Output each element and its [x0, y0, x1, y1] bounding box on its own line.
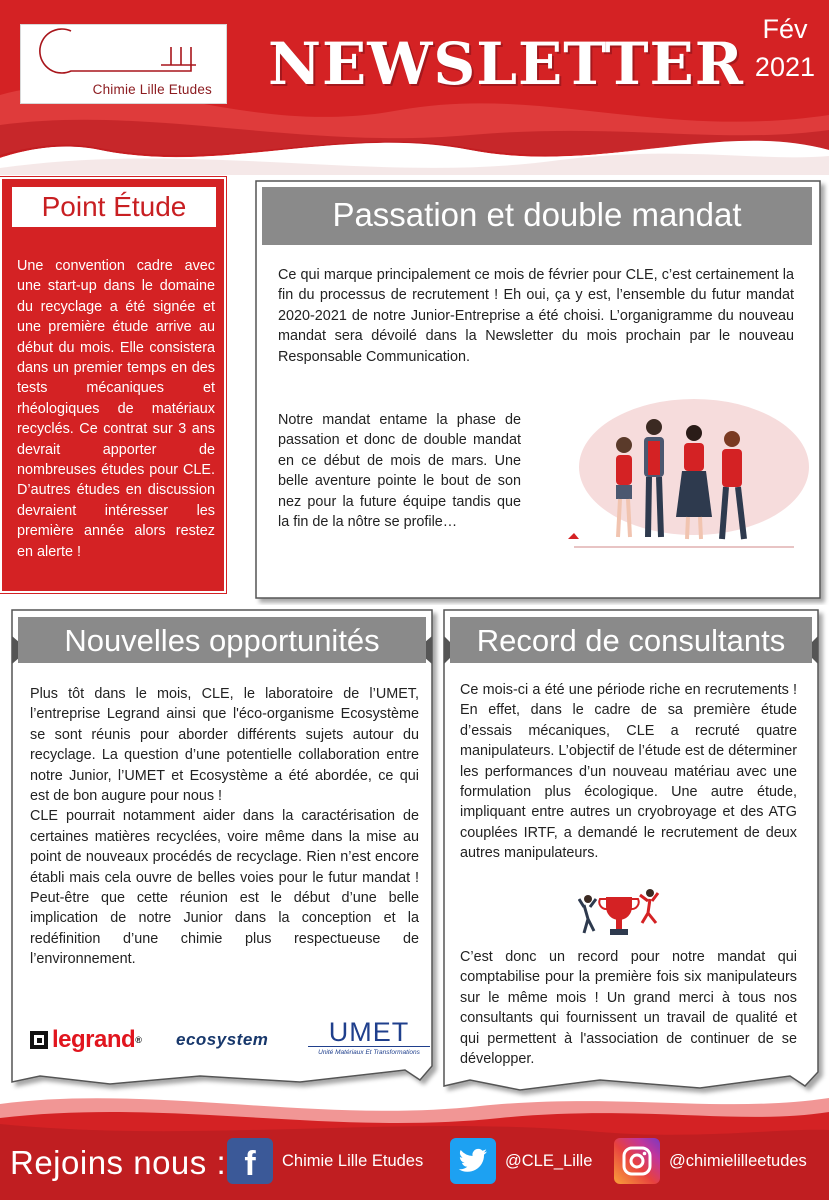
facebook-handle[interactable]: Chimie Lille Etudes	[282, 1151, 424, 1170]
instagram-icon[interactable]	[614, 1138, 660, 1184]
legrand-wordmark: legrand	[52, 1026, 136, 1053]
passation-paragraph-2: Notre mandat entame la phase de passation et donc de double mandat en ce début de mois de mars. Une belle aventure pointe le bout de son nez pour la future équipe tandis que la fin de la nôtre se profile…	[278, 412, 521, 531]
nouvelles-text	[30, 684, 419, 970]
issue-year: 2021	[754, 52, 815, 82]
logo-text: Chimie Lille Etudes	[92, 82, 212, 97]
point-etude-text: Une convention cadre avec une start-up dans le domaine du recyclage a été signée et une première étude arrive au début du mois. Elle consistera dans un premier temps en des tests mécaniques et rhéologiques de matériaux recyclés. Ce contrat sur 3 ans devrait apporter de nombreuses études pour CLE. D’autres études en discussion devraient intéresser les première année alors restez en alerte !	[17, 258, 215, 560]
legrand-mark-icon	[30, 1031, 48, 1049]
twitter-handle[interactable]: @CLE_Lille	[505, 1151, 593, 1170]
twitter-link[interactable]	[450, 1138, 592, 1184]
newsletter-title: NEWSLETTER	[268, 30, 744, 98]
nouvelles-title: Nouvelles opportunités	[18, 617, 426, 663]
record-paragraph-2: C’est donc un record pour notre mandat qui comptabilise pour la première fois six manipulateurs sur le même mois ! Un grand merci à tous nos consultants qui fournissent un travail de qualité et qui permettent à l'association de continuer de se développer.	[460, 949, 797, 1068]
legrand-registered: ®	[135, 1035, 142, 1045]
facebook-icon[interactable]: f	[227, 1138, 273, 1184]
passation-paragraph-1: Ce qui marque principalement ce mois de février pour CLE, c’est certainement la fin du processus de recrutement ! Eh oui, ça y est, l’ensemble du futur mandat 2020-2021 de notre Junior-Entreprise a été choisi. L’organigramme du nouveau mandat sera dévoilé dans la Newsletter du mois prochain par le nouveau Responsable Communication.	[278, 267, 794, 365]
nouvelles-paragraph-2: CLE pourrait notamment aider dans la caractérisation de certaines matières recyclées, voire même dans la mise au point de nouveaux procédés de recyclage. Rien n’est encore établi mais cela ouvre de belles voies pour le futur mandat ! Peut-être que cette réunion est le début d’une belle implication de notre Junior dans la conception et la redéfinition d’une chimie plus respectueuse de l’environnement.	[30, 808, 419, 968]
umet-logo	[308, 1018, 430, 1056]
join-us-label: Rejoins nous :	[10, 1144, 227, 1181]
point-etude-title: Point Étude	[12, 187, 216, 227]
umet-wordmark: UMET	[328, 1017, 410, 1047]
instagram-handle[interactable]: @chimielilleetudes	[669, 1151, 807, 1170]
trophy-illustration-icon	[578, 883, 660, 945]
issue-month: Fév	[762, 14, 808, 44]
legrand-logo	[30, 1026, 141, 1054]
record-paragraph-1: Ce mois-ci a été une période riche en recrutements ! En effet, dans le cadre de sa première étude d’essais mécaniques, CLE a recruté quatre manipulateurs. L’objectif de l’étude est de déterminer les performances d’un nouveau matériau avec une formulation plus écologique. Une autre étude, impliquant entre autres un cryobroyage et des ATG couplées IRTF, a demandé le recrutement de deux autres manipulateurs.	[460, 682, 797, 862]
ecosystem-logo: ecosystem	[176, 1030, 269, 1049]
instagram-link[interactable]	[614, 1138, 807, 1184]
facebook-link[interactable]	[227, 1138, 423, 1184]
nouvelles-paragraph-1: Plus tôt dans le mois, CLE, le laboratoire de l’UMET, l’entreprise Legrand ainsi que l'éco-organisme Ecosystème se sont réunis pour aborder différents sujets autour du recyclage. La question d’une potentielle collaboration entre notre Junior, l’UMET et Ecosystème a été abordée, ce qui est de bon augure pour nous !	[30, 686, 419, 805]
twitter-icon[interactable]	[450, 1138, 496, 1184]
passation-title: Passation et double mandat	[262, 187, 812, 245]
record-title: Record de consultants	[450, 617, 812, 663]
umet-subtitle: Unité Matériaux Et Transformations	[308, 1046, 430, 1056]
